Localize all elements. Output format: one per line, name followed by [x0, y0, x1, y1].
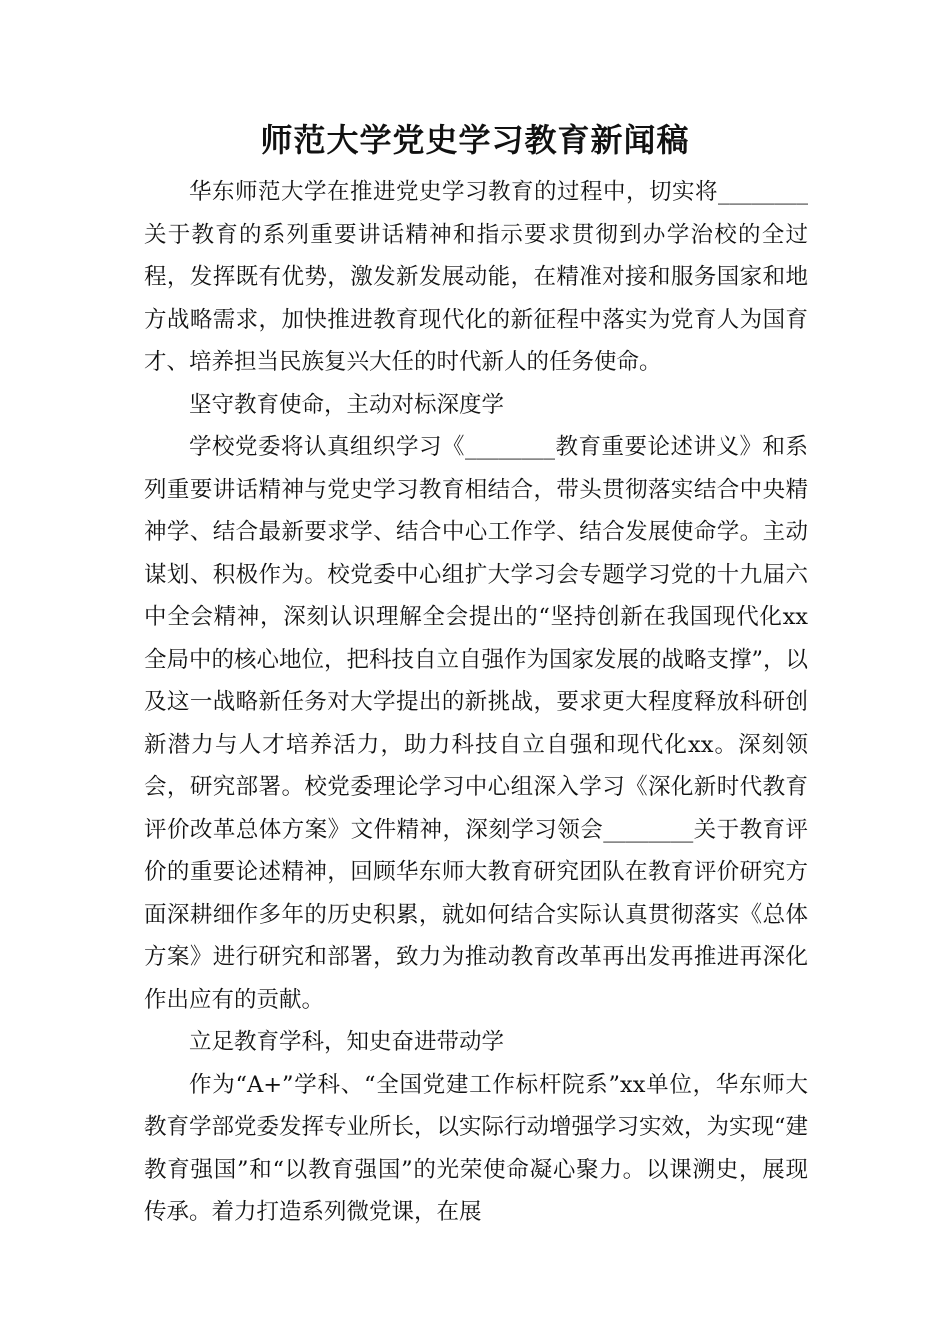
document-body: [144, 171, 808, 1234]
section-heading-discipline: 立足教育学科，知史奋进带动学: [189, 1029, 505, 1055]
discipline-paragraph: 作为“A+”学科、“全国党建工作标杆院系”xx单位，华东师大教育学部党委发挥专业所长，以实际行动增强学习实效，为实现“建教育强国”和“以教育强国”的光荣使命凝心聚力。以课溯史，展现传承。着力打造系列微党课，在展: [144, 1071, 809, 1225]
intro-paragraph: 华东师范大学在推进党史学习教育的过程中，切实将________关于教育的系列重要讲话精神和指示要求贯彻到办学治校的全过程，发挥既有优势，激发新发展动能，在精准对接和服务国家和地方战略需求，加快推进教育现代化的新征程中落实为党育人为国育才、培养担当民族复兴大任的时代新人的任务使命。: [144, 179, 808, 375]
section-heading-mission: 坚守教育使命，主动对标深度学: [189, 391, 505, 418]
mission-paragraph: 学校党委将认真组织学习《________教育重要论述讲义》和系列重要讲话精神与党史学习教育相结合，带头贯彻落实结合中央精神学、结合最新要求学、结合中心工作学、结合发展使命学。主动谋划、积极作为。校党委中心组扩大学习会专题学习党的十九届六中全会精神，深刻认识理解全会提出的“坚持创新在我国现代化xx全局中的核心地位，把科技自立自强作为国家发展的战略支撑”，以及这一战略新任务对大学提出的新挑战，要求更大程度释放科研创新潜力与人才培养活力，助力科技自立自强和现代化xx。深刻领会，研究部署。校党委理论学习中心组深入学习《深化新时代教育评价改革总体方案》文件精神，深刻学习领会________关于教育评价的重要论述精神，回顾华东师大教育研究团队在教育评价研究方面深耕细作多年的历史积累，就如何结合实际认真贯彻落实《总体方案》进行研究和部署，致力为推动教育改革再出发再推进再深化作出应有的贡献。: [144, 434, 809, 1013]
document-title: 师范大学党史学习教育新闻稿: [260, 121, 690, 159]
